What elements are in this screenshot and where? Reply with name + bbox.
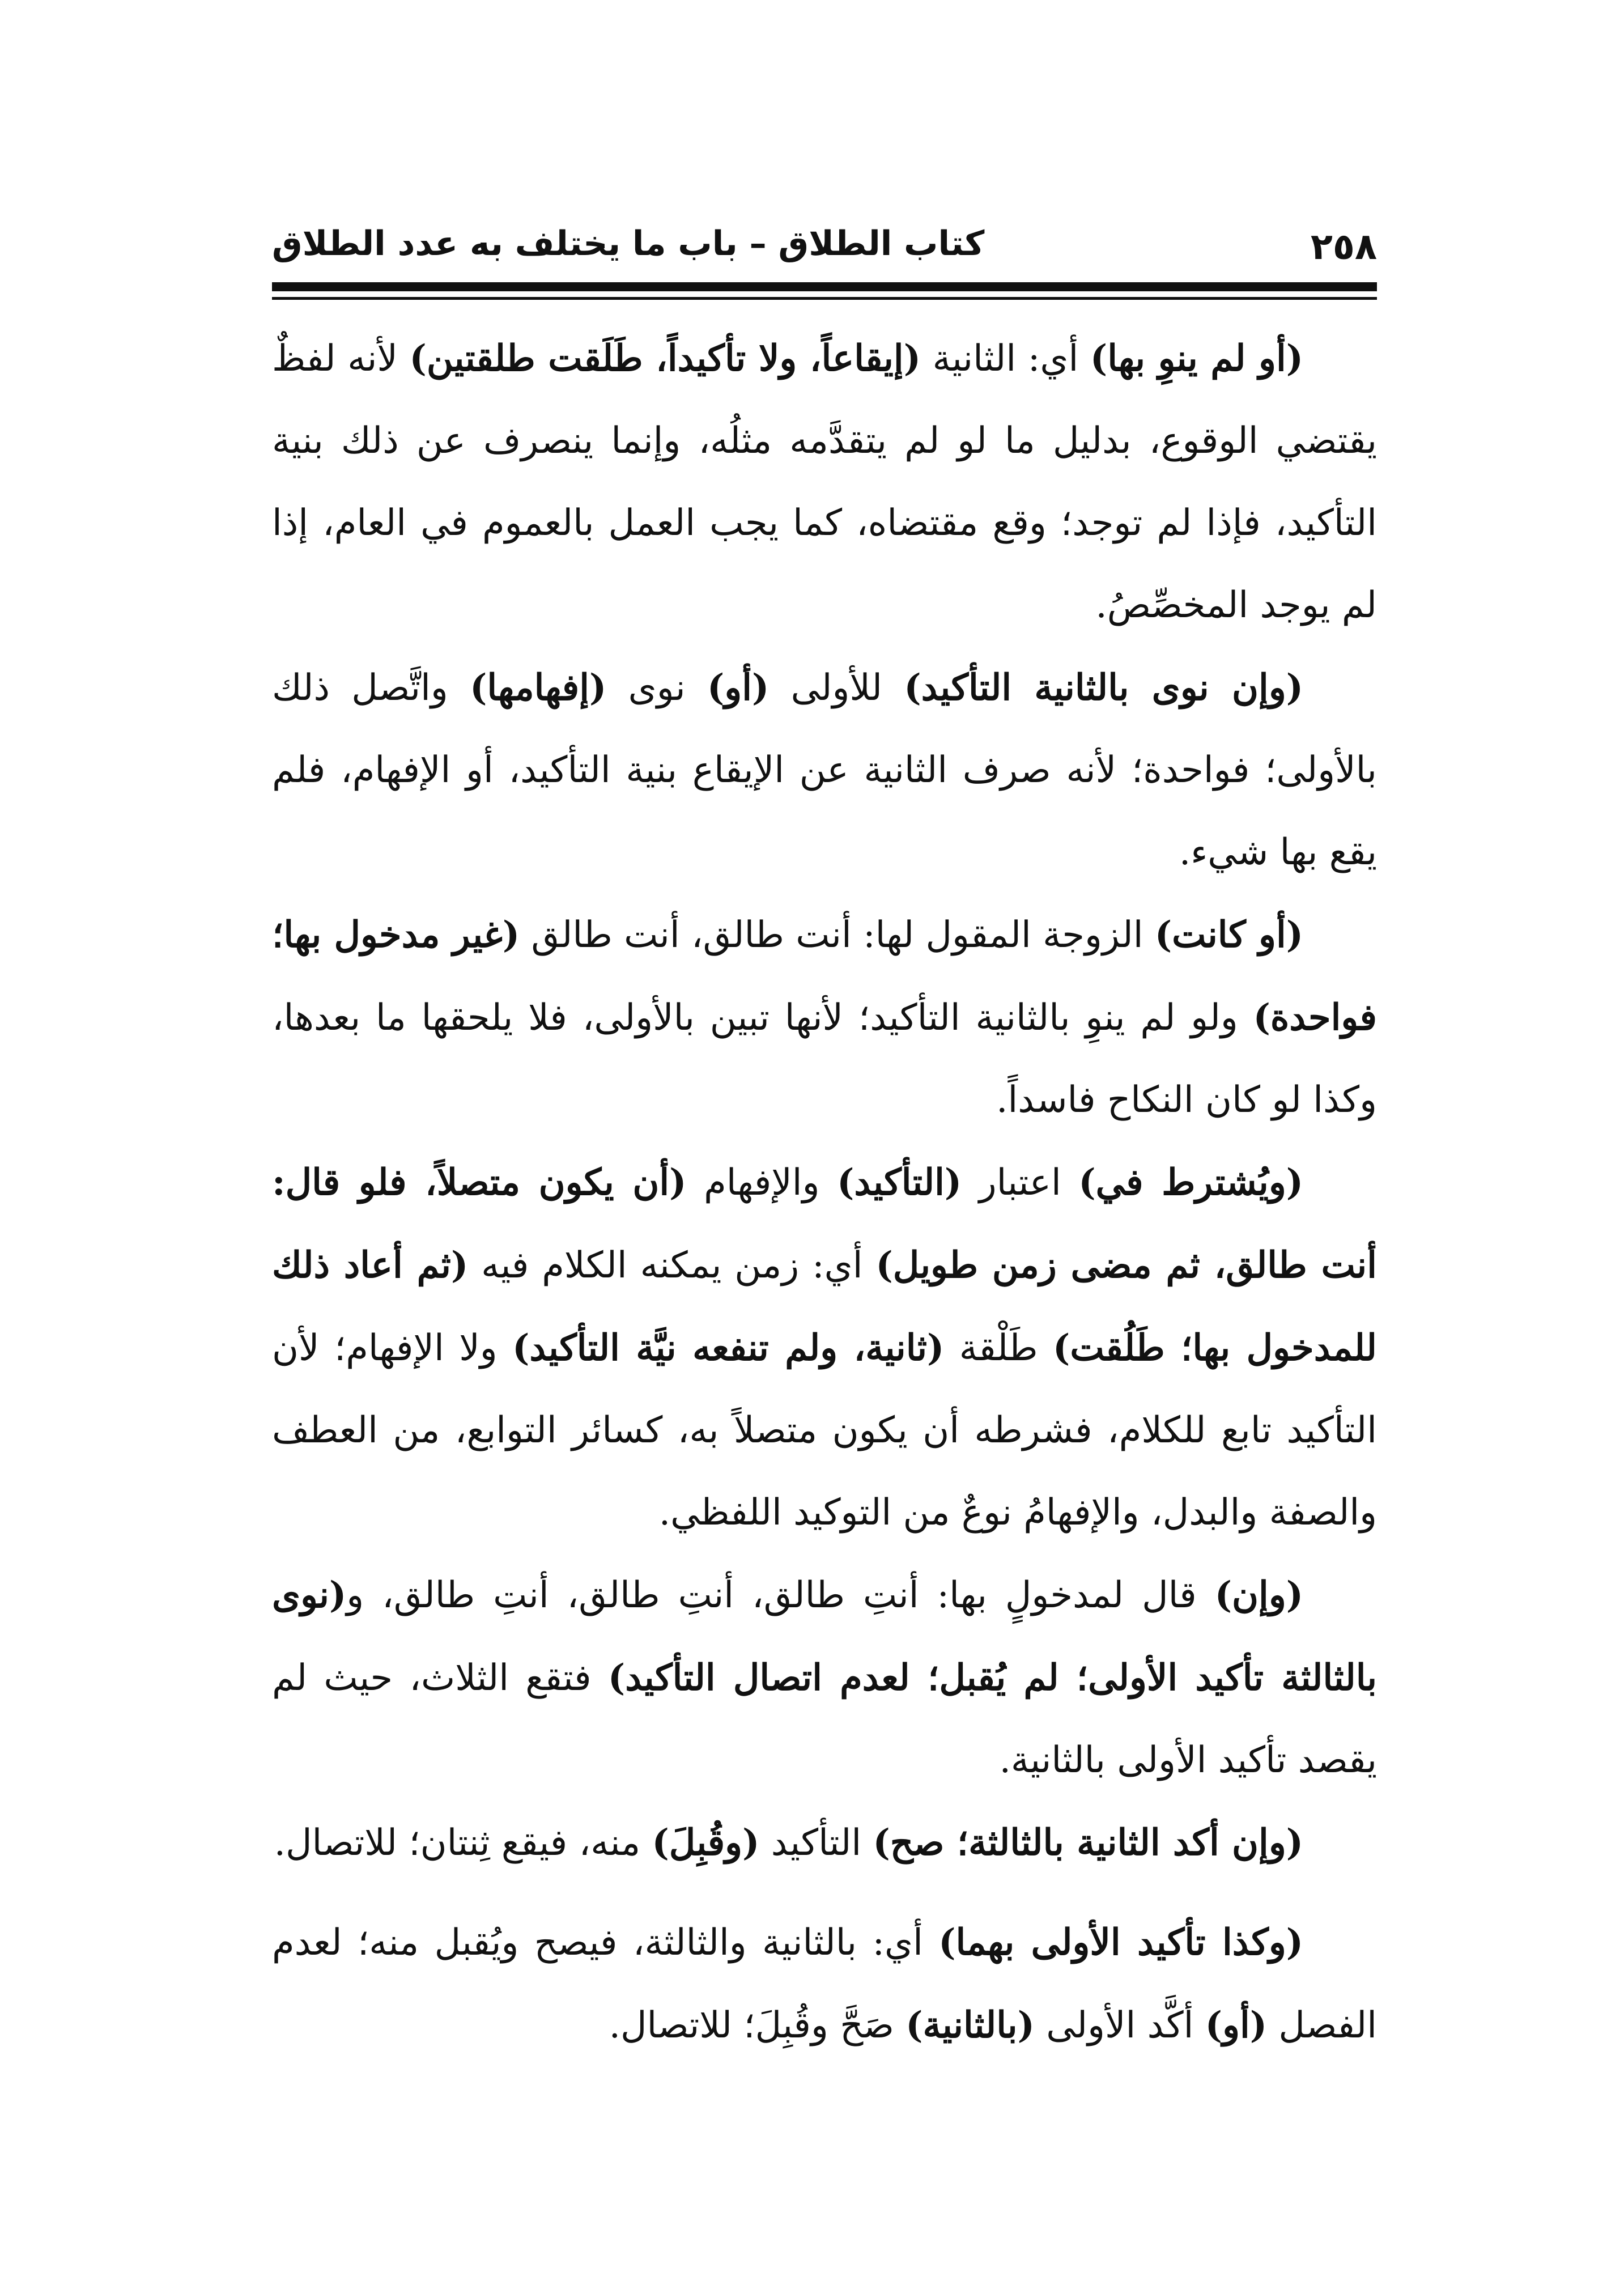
page-number: ٢٥٨ bbox=[1310, 226, 1377, 268]
matn-text: (أو كانت) bbox=[1154, 914, 1304, 956]
matn-text: (وإن) bbox=[1214, 1574, 1303, 1616]
sharh-text: واتَّصل ذلك بالأولى؛ فواحدة؛ لأنه صرف الثانية عن الإيقاع بنية التأكيد، أو الإفهام، فلم يقع بها شيء. bbox=[272, 667, 1377, 873]
matn-text: (ويُشترط في) bbox=[1078, 1161, 1304, 1204]
sharh-text: ولو لم ينوِ بالثانية التأكيد؛ لأنها تبين بالأولى، فلا يلحقها ما بعدها، وكذا لو كان النكاح فاسداً. bbox=[272, 997, 1377, 1121]
matn-text: (أو) bbox=[707, 666, 770, 709]
matn-text: (بالثانية) bbox=[905, 2004, 1035, 2046]
sharh-text: أكَّد الأولى bbox=[1034, 2005, 1205, 2046]
sharh-text: اعتبار bbox=[962, 1162, 1079, 1204]
sharh-text: فتقع الثلاث، حيث لم يقصد تأكيد الأولى بالثانية. bbox=[272, 1657, 1377, 1781]
matn-text: (التأكيد) bbox=[837, 1161, 962, 1204]
matn-text: (ثانية، ولم تنفعه نيَّة التأكيد) bbox=[512, 1327, 945, 1369]
sharh-text: طَلْقة bbox=[944, 1327, 1053, 1369]
running-header bbox=[272, 215, 1377, 283]
sharh-text: صَحَّ وقُبِلَ؛ للاتصال. bbox=[609, 2005, 906, 2046]
chapter-title: كتاب الطلاق – باب ما يختلف به عدد الطلاق bbox=[272, 224, 985, 264]
sharh-text: التأكيد bbox=[759, 1822, 873, 1864]
sharh-text: للأولى bbox=[769, 667, 904, 709]
sharh-text: أي: زمن يمكنه الكلام فيه bbox=[468, 1245, 876, 1286]
sharh-text: قال لمدخولٍ بها: أنتِ طالق، أنتِ طالق، أنتِ طالق، و bbox=[346, 1574, 1215, 1616]
paragraph bbox=[272, 647, 1377, 894]
sharh-text: الزوجة المقول لها: أنت طالق، أنت طالق bbox=[520, 914, 1155, 956]
matn-text: (غير مدخول بها؛ فواحدة) bbox=[272, 914, 1377, 1039]
sharh-text: ولا الإفهام؛ لأن التأكيد تابع للكلام، فشرطه أن يكون متصلاً به، كسائر التوابع، من العطف والصفة والبدل، والإفهامُ نوعٌ من التوكيد اللفظي. bbox=[272, 1327, 1377, 1534]
sharh-text: والإفهام bbox=[686, 1162, 837, 1204]
sharh-text: أي: بالثانية والثالثة، فيصح ويُقبل منه؛ لعدم الفصل bbox=[272, 1922, 1377, 2046]
matn-text: (ثم أعاد ذلك للمدخول بها؛ طَلُقت) bbox=[272, 1244, 1378, 1369]
paragraph bbox=[272, 1901, 1377, 2067]
paragraph bbox=[272, 894, 1377, 1141]
matn-text: (نوى بالثالثة تأكيد الأولى؛ لم يُقبل؛ لعدم اتصال التأكيد) bbox=[272, 1574, 1378, 1699]
paragraph bbox=[272, 1554, 1377, 1802]
sharh-text: أي: الثانية bbox=[920, 338, 1090, 380]
matn-text: (إيقاعاً، ولا تأكيداً، طَلَقت طلقتين) bbox=[409, 337, 921, 380]
paragraph bbox=[272, 1802, 1377, 1884]
matn-text: (أو لم ينوِ بها) bbox=[1090, 337, 1304, 380]
sharh-text: لأنه لفظٌ يقتضي الوقوع، بدليل ما لو لم يتقدَّمه مثلُه، وإنما ينصرف عن ذلك بنية التأكيد، فإذا لم توجد؛ وقع مقتضاه، كما يجب العمل بالعموم في العام، إذا لم يوجد المخصِّصُ. bbox=[272, 338, 1378, 626]
matn-text: (وكذا تأكيد الأولى بهما) bbox=[938, 1921, 1304, 1964]
matn-text: (وإن أكد الثانية بالثالثة؛ صح) bbox=[873, 1821, 1303, 1864]
paragraph bbox=[272, 317, 1377, 647]
sharh-text: منه، فيقع ثِنتان؛ للاتصال. bbox=[274, 1822, 652, 1864]
sharh-text: نوى bbox=[606, 667, 707, 709]
matn-text: (وإن نوى بالثانية التأكيد) bbox=[904, 666, 1304, 709]
matn-text: (أن يكون متصلاً، فلو قال: أنت طالق، ثم مضى زمن طويل) bbox=[272, 1161, 1378, 1286]
body-text bbox=[272, 317, 1377, 2067]
matn-text: (إفهامها) bbox=[470, 666, 607, 709]
header-rule-thick bbox=[272, 282, 1377, 291]
paragraph bbox=[272, 1141, 1377, 1554]
matn-text: (أو) bbox=[1205, 2004, 1268, 2046]
header-rule-thin bbox=[272, 297, 1377, 300]
matn-text: (وقُبِلَ) bbox=[652, 1821, 760, 1864]
